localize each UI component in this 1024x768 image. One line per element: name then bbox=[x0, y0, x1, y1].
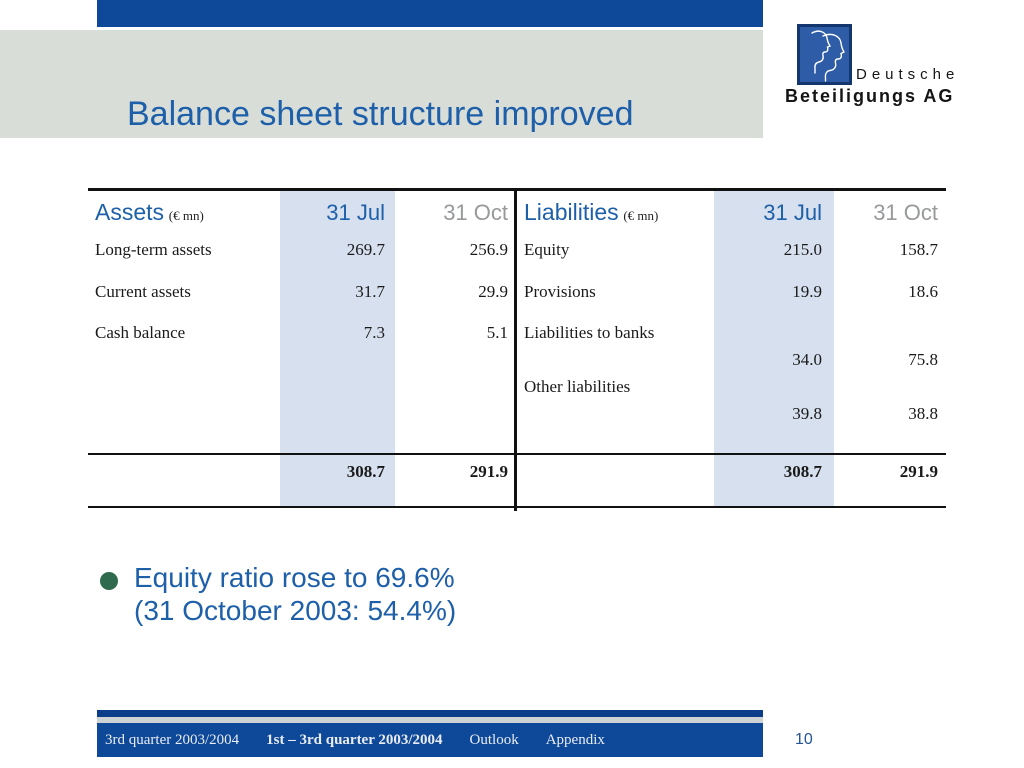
assets-header-label bbox=[88, 196, 280, 232]
table-row-values bbox=[517, 347, 946, 373]
table-row bbox=[517, 374, 946, 400]
footer-accent-stripe bbox=[97, 710, 763, 717]
row-jul-value: 7.3 bbox=[363, 323, 385, 342]
liabilities-title: Liabilities bbox=[524, 199, 619, 225]
liabilities-col-31oct: 31 Oct bbox=[873, 200, 938, 225]
logo-text-beteiligungs-ag: Beteiligungs AG bbox=[785, 86, 955, 106]
row-label: Cash balance bbox=[95, 323, 186, 342]
footer-nav-outlook[interactable]: Outlook bbox=[469, 731, 519, 748]
row-oct-value: 18.6 bbox=[908, 282, 938, 301]
row-oct-value: 38.8 bbox=[908, 404, 938, 423]
row-jul-value: 19.9 bbox=[792, 282, 822, 301]
table-row bbox=[88, 237, 516, 263]
liabilities-unit: (€ mn) bbox=[623, 208, 659, 223]
top-accent-bar bbox=[97, 0, 763, 27]
table-row bbox=[517, 237, 946, 263]
row-label: Equity bbox=[524, 240, 570, 259]
row-oct-value: 5.1 bbox=[486, 323, 508, 342]
total-jul-value: 308.7 bbox=[346, 462, 385, 481]
assets-unit: (€ mn) bbox=[168, 208, 204, 223]
equity-ratio-line1: Equity ratio rose to 69.6% bbox=[134, 562, 455, 593]
assets-header-row bbox=[88, 196, 516, 232]
bullet-icon bbox=[100, 572, 118, 590]
row-oct-value: 75.8 bbox=[908, 350, 938, 369]
assets-col-31oct: 31 Oct bbox=[443, 200, 508, 225]
assets-col-31jul: 31 Jul bbox=[326, 200, 385, 225]
table-row bbox=[517, 279, 946, 305]
footer-nav-bar bbox=[97, 723, 763, 757]
liabilities-header-row bbox=[517, 196, 946, 232]
total-jul-value: 308.7 bbox=[783, 462, 822, 481]
row-jul-value: 31.7 bbox=[355, 282, 385, 301]
page-number: 10 bbox=[795, 731, 813, 748]
footer-nav-1st-3rd-quarter[interactable]: 1st – 3rd quarter 2003/2004 bbox=[266, 731, 443, 748]
totals-separator-line bbox=[88, 453, 946, 455]
row-label: Long-term assets bbox=[95, 240, 212, 259]
row-oct-value: 256.9 bbox=[469, 240, 508, 259]
row-oct-value: 158.7 bbox=[899, 240, 938, 259]
two-profile-faces-icon bbox=[797, 24, 852, 85]
liabilities-col-31jul: 31 Jul bbox=[763, 200, 822, 225]
assets-total-row bbox=[88, 459, 516, 485]
equity-ratio-statement bbox=[134, 561, 456, 627]
row-label: Provisions bbox=[524, 282, 596, 301]
row-label: Current assets bbox=[95, 282, 191, 301]
page-title: Balance sheet structure improved bbox=[127, 95, 634, 133]
footer-nav-3rd-quarter[interactable]: 3rd quarter 2003/2004 bbox=[105, 731, 240, 748]
table-row bbox=[88, 320, 516, 346]
row-label: Other liabilities bbox=[524, 377, 631, 396]
table-row bbox=[88, 279, 516, 305]
equity-ratio-line2: (31 October 2003: 54.4%) bbox=[134, 595, 457, 626]
row-jul-value: 39.8 bbox=[792, 404, 822, 423]
row-oct-value: 29.9 bbox=[478, 282, 508, 301]
row-jul-value: 34.0 bbox=[792, 350, 822, 369]
table-row bbox=[517, 320, 946, 346]
footer-nav-appendix[interactable]: Appendix bbox=[545, 731, 605, 748]
row-jul-value: 215.0 bbox=[783, 240, 822, 259]
liabilities-total-row bbox=[517, 459, 946, 485]
row-label: Liabilities to banks bbox=[524, 323, 655, 342]
assets-title: Assets bbox=[95, 199, 165, 225]
logo-text-deutsche: Deutsche bbox=[856, 66, 960, 83]
total-oct-value: 291.9 bbox=[899, 462, 938, 481]
total-oct-value: 291.9 bbox=[469, 462, 508, 481]
balance-sheet-table bbox=[88, 188, 946, 508]
row-jul-value: 269.7 bbox=[346, 240, 385, 259]
table-row-values bbox=[517, 401, 946, 427]
liabilities-header-label bbox=[517, 196, 714, 232]
